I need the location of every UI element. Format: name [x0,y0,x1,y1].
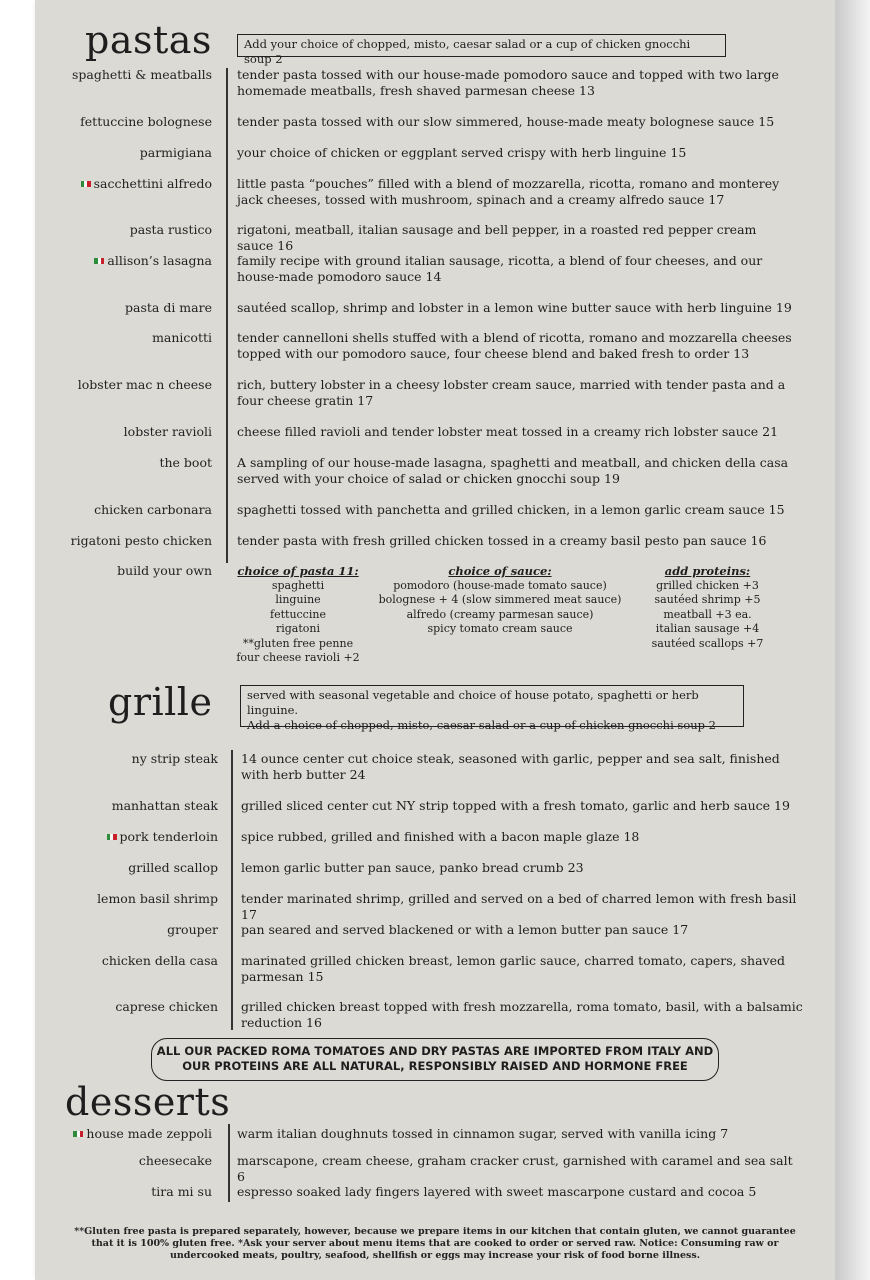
menu-item-description: cheese filled ravioli and tender lobster meat tossed in a creamy rich lobster sauce 21 [237,424,779,439]
grille-note-line2: Add a choice of chopped, misto, caesar salad or a cup of chicken gnocchi soup 2 [247,718,716,732]
menu-item-name-text: lobster ravioli [123,424,212,439]
menu-item-name [22,424,212,439]
menu-item-description: little pasta “pouches” filled with a blend of mozzarella, ricotta, romano and monterey jack cheeses, tossed with mushroom, spinach and a creamy alfredo sauce 17 [237,176,780,207]
menu-item-name [22,502,212,517]
menu-item-name-text: spaghetti & meatballs [71,67,212,82]
menu-item-description: tender marinated shrimp, grilled and served on a bed of charred lemon with fresh basil 17 [241,891,797,922]
pastas-divider [226,68,228,563]
menu-item-description: rich, buttery lobster in a cheesy lobster cream sauce, married with tender pasta and a four cheese gratin 17 [237,377,786,408]
page-edge-shadow [835,0,870,1280]
choice-option: sautéed shrimp +5 [654,593,761,606]
menu-item-description: rigatoni, meatball, italian sausage and bell pepper, in a roasted red pepper cream sauce 16 [237,222,757,253]
menu-item-name-text: parmigiana [139,145,212,160]
import-notice-line1: ALL OUR PACKED ROMA TOMATOES AND DRY PASTAS ARE IMPORTED FROM ITALY AND [156,1044,714,1058]
grille-divider [231,750,233,1030]
pastas-note: Add your choice of chopped, misto, caesar salad or a cup of chicken gnocchi soup 2 [237,34,726,57]
menu-item-name [22,222,212,237]
menu-item-name-text: grilled scallop [128,860,218,875]
italian-flag-icon [81,181,91,187]
menu-item-description: your choice of chicken or eggplant served crispy with herb linguine 15 [237,145,687,160]
menu-item-description: tender cannelloni shells stuffed with a blend of ricotta, romano and mozzarella cheeses topped with our pomodoro sauce, four cheese blend and baked fresh to order 13 [237,330,792,361]
menu-item-name [28,953,218,968]
choice-option: **gluten free penne [242,636,354,650]
choice-option: pomodoro (house-made tomato sauce) [393,578,607,592]
grille-note [240,685,744,732]
choice-option: fettuccine [270,607,326,621]
choice-option: rigatoni [275,622,321,635]
protein-choices-heading: add proteins: [664,564,751,578]
menu-item-name [28,922,218,937]
menu-item-name-text: house made zeppoli [86,1126,212,1141]
choice-option: italian sausage +4 [655,622,760,635]
menu-item-name-text: pasta rustico [129,222,212,237]
menu-item-name [28,860,218,875]
pastas-title: pastas [85,18,212,62]
menu-item-description: 14 ounce center cut choice steak, seasoned with garlic, pepper and sea salt, finished with herb butter 24 [241,751,780,782]
footnote: **Gluten free pasta is prepared separately, however, because we prepare items in our kitchen that contain gluten, we cannot guarantee that it is 100% gluten free. *Ask your server about menu items that are cooked to order or served raw. Notice: Consuming raw or undercooked meats, poultry, seafood, shellfish or eggs may increase your risk of food borne illness. [74,1226,796,1261]
grille-title: grille [108,680,213,724]
menu-item-description: tender pasta with fresh grilled chicken tossed in a creamy basil pesto pan sauce 16 [237,533,767,548]
sauce-choices-heading: choice of sauce: [448,564,552,578]
menu-item-name [22,253,212,268]
menu-item-name-text: sacchettini alfredo [93,176,212,191]
menu-item-name [22,1153,212,1168]
menu-item-description: lemon garlic butter pan sauce, panko bread crumb 23 [241,860,584,875]
menu-item-name [22,1184,212,1199]
menu-item-name [28,751,218,766]
menu-item-name [22,67,212,82]
sauce-choices-list [370,579,630,637]
menu-item-description: tender pasta tossed with our house-made pomodoro sauce and topped with two large homemade meatballs, fresh shaved parmesan cheese 13 [237,67,779,98]
menu-item-description: espresso soaked lady fingers layered with sweet mascarpone custard and cocoa 5 [237,1184,757,1199]
menu-item-name-text: chicken della casa [101,953,218,968]
protein-choices-list [635,579,780,652]
choice-option: grilled chicken +3 [656,578,759,592]
desserts-title: desserts [65,1080,231,1124]
italian-flag-icon [107,834,117,840]
menu-item-description: grilled sliced center cut NY strip topped with a fresh tomato, garlic and herb sauce 19 [241,798,790,813]
menu-item-name [22,114,212,129]
menu-item-name-text: manicotti [152,330,212,345]
menu-item-name [22,330,212,345]
desserts-divider [228,1124,230,1202]
menu-item-description: warm italian doughnuts tossed in cinnamon sugar, served with vanilla icing 7 [237,1126,729,1141]
menu-item-name [22,1126,212,1141]
menu-item-description: A sampling of our house-made lasagna, spaghetti and meatball, and chicken della casa served with your choice of salad or chicken gnocchi soup 19 [237,455,789,486]
menu-item-name-text: caprese chicken [115,999,218,1014]
import-notice-box [151,1038,719,1081]
menu-item-name-text: manhattan steak [111,798,218,813]
menu-item-name [22,145,212,160]
menu-item-name-text: tira mi su [151,1184,212,1199]
choice-option: bolognese + 4 (slow simmered meat sauce) [378,593,622,606]
menu-item-name [22,176,212,191]
menu-item-name-text: chicken carbonara [94,502,212,517]
menu-item-description: marscapone, cream cheese, graham cracker crust, garnished with caramel and sea salt 6 [237,1153,793,1184]
menu-item-name [28,829,218,844]
choice-option: linguine [275,593,321,606]
pasta-choices-list [228,579,368,666]
menu-item-name [22,300,212,315]
protein-choices [635,564,780,651]
menu-item-description: marinated grilled chicken breast, lemon garlic sauce, charred tomato, capers, shaved parmesan 15 [241,953,785,984]
choice-option: four cheese ravioli +2 [236,651,360,664]
menu-item-name-text: grouper [167,922,218,937]
pasta-choices [228,564,368,666]
menu-item-name-text: fettuccine bolognese [80,114,212,129]
menu-item-name [22,377,212,392]
menu-item-description: tender pasta tossed with our slow simmered, house-made meaty bolognese sauce 15 [237,114,775,129]
menu-item-name-text: pasta di mare [125,300,212,315]
choice-option: meatball +3 ea. [663,607,752,621]
menu-item-name [22,533,212,548]
menu-item-description: sautéed scallop, shrimp and lobster in a lemon wine butter sauce with herb linguine 19 [237,300,792,315]
menu-item-name-text: ny strip steak [131,751,218,766]
import-notice-line2: OUR PROTEINS ARE ALL NATURAL, RESPONSIBLY RAISED AND HORMONE FREE [182,1059,688,1073]
choice-option: alfredo (creamy parmesan sauce) [406,607,594,621]
choice-option: spicy tomato cream sauce [427,622,573,635]
menu-item-description: pan seared and served blackened or with a lemon butter pan sauce 17 [241,922,689,937]
menu-item-description: spice rubbed, grilled and finished with a bacon maple glaze 18 [241,829,640,844]
italian-flag-icon [94,258,104,264]
menu-item-name [28,798,218,813]
italian-flag-icon [73,1131,83,1137]
menu-item-name-text: lobster mac n cheese [77,377,212,392]
menu-item-description: grilled chicken breast topped with fresh mozzarella, roma tomato, basil, with a balsamic reduction 16 [241,999,803,1030]
choice-option: spaghetti [271,578,325,592]
menu-item-name [22,455,212,470]
menu-item-description: spaghetti tossed with panchetta and grilled chicken, in a lemon garlic cream sauce 15 [237,502,785,517]
sauce-choices [370,564,630,637]
grille-note-line1: served with seasonal vegetable and choice of house potato, spaghetti or herb linguine. [247,688,699,717]
menu-item-name-text: cheesecake [138,1153,212,1168]
menu-item-description: family recipe with ground italian sausage, ricotta, a blend of four cheeses, and our house-made pomodoro sauce 14 [237,253,763,284]
menu-item-name-text: pork tenderloin [119,829,218,844]
menu-item-name [28,999,218,1014]
menu-item-name [28,891,218,906]
menu-item-name-text: lemon basil shrimp [97,891,218,906]
pasta-choices-heading: choice of pasta 11: [237,564,359,578]
menu-item-name-text: the boot [159,455,212,470]
menu-item-name-text: rigatoni pesto chicken [70,533,212,548]
choice-option: sautéed scallops +7 [651,636,764,650]
menu-item-name-text: allison’s lasagna [107,253,212,268]
build-your-own-label: build your own [117,563,212,578]
